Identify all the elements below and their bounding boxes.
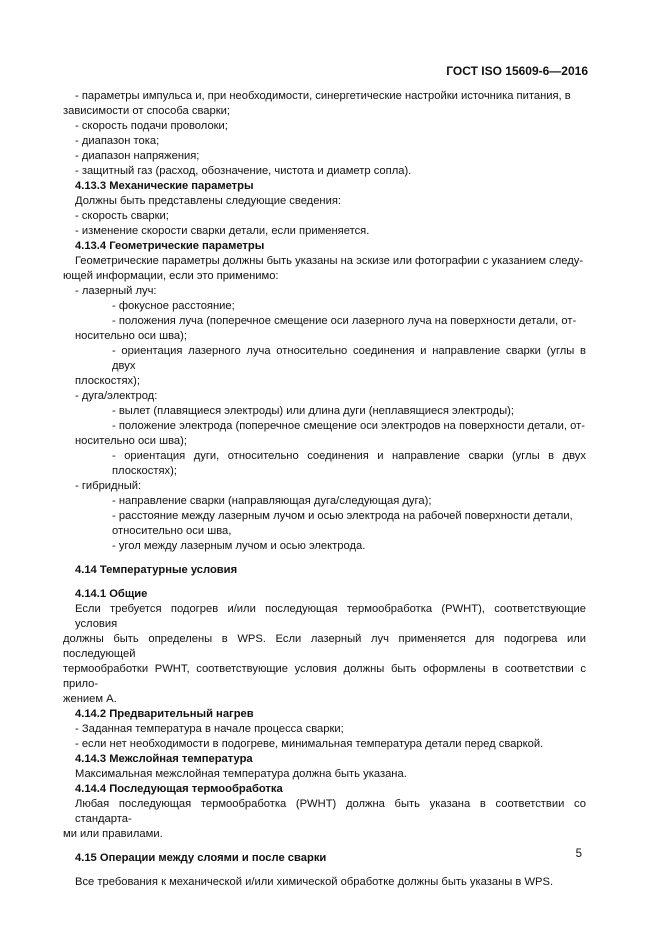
text-line: - диапазон тока; <box>75 135 160 147</box>
text-line: носительно оси шва); <box>75 330 187 342</box>
text-line: Все требования к механической и/или химической обработке должны быть указаны в WPS. <box>75 876 554 888</box>
document-body <box>63 89 586 890</box>
text-line: - изменение скорости сварки детали, если применяется. <box>75 225 370 237</box>
section-heading: 4.15 Операции между слоями и после сварки <box>75 852 327 864</box>
text-line: зависимости от способа сварки; <box>63 105 230 117</box>
subsection-heading: 4.14.4 Последующая термообработка <box>75 783 283 795</box>
text-line: - гибридный: <box>75 480 142 492</box>
text-line: - положение электрода (поперечное смещение оси электродов на поверхности детали, от- <box>112 420 585 432</box>
text-line: Любая последующая термообработка (PWHT) должна быть указана в соответствии со стандарта- <box>75 798 586 825</box>
text-line: - фокусное расстояние; <box>112 300 235 312</box>
text-line: Должны быть представлены следующие сведения: <box>75 195 342 207</box>
text-line: термообработки PWHT, соответствующие условия должны быть оформлены в соответствии с прило- <box>63 663 586 690</box>
text-line: - скорость подачи проволоки; <box>75 120 228 132</box>
page-number: 5 <box>575 848 582 860</box>
text-line: - ориентация лазерного луча относительно соединения и направление сварки (углы в двух <box>112 345 586 372</box>
text-line: должны быть определены в WPS. Если лазерный луч применяется для подогрева или последующей <box>63 633 586 660</box>
text-line: - расстояние между лазерным лучом и осью электрода на рабочей поверхности детали, <box>112 510 573 522</box>
text-line: жением А. <box>63 693 117 705</box>
text-line: носительно оси шва); <box>75 435 187 447</box>
text-line: плоскостях); <box>75 375 140 387</box>
document-header: ГОСТ ISO 15609-6—2016 <box>446 64 588 78</box>
subsection-heading: 4.14.2 Предварительный нагрев <box>75 708 254 720</box>
text-line: - параметры импульса и, при необходимости, синергетические настройки источника питания, в <box>75 90 571 102</box>
text-line: - угол между лазерным лучом и осью электрода. <box>112 540 366 552</box>
text-line: - если нет необходимости в подогреве, минимальная температура детали перед сваркой. <box>75 738 544 750</box>
section-heading: 4.14 Температурные условия <box>75 564 238 576</box>
text-line: Если требуется подогрев и/или последующая термообработка (PWHT), соответствующие условия <box>75 603 586 630</box>
text-line: - защитный газ (расход, обозначение, чистота и диаметр сопла). <box>75 165 412 177</box>
text-line: - диапазон напряжения; <box>75 150 200 162</box>
text-line: - положения луча (поперечное смещение оси лазерного луча на поверхности детали, от- <box>112 315 577 327</box>
subsection-heading: 4.14.1 Общие <box>75 588 148 600</box>
text-line: ющей информации, если это применимо: <box>63 270 279 282</box>
subsection-heading: 4.13.3 Механические параметры <box>75 180 254 192</box>
text-line: Максимальная межслойная температура должна быть указана. <box>75 768 407 780</box>
text-line: - вылет (плавящиеся электроды) или длина дуги (неплавящиеся электроды); <box>112 405 514 417</box>
text-line: - дуга/электрод: <box>75 390 158 402</box>
text-line: - направление сварки (направляющая дуга/следующая дуга); <box>112 495 432 507</box>
subsection-heading: 4.14.3 Межслойная температура <box>75 753 253 765</box>
subsection-heading: 4.13.4 Геометрические параметры <box>75 240 265 252</box>
text-line: - Заданная температура в начале процесса сварки; <box>75 723 344 735</box>
text-line: - ориентация дуги, относительно соединения и направление сварки (углы в двух плоскостях); <box>112 450 586 477</box>
text-line: ми или правилами. <box>63 828 163 840</box>
text-line: относительно оси шва, <box>112 525 232 537</box>
text-line: - скорость сварки; <box>75 210 169 222</box>
text-line: Геометрические параметры должны быть указаны на эскизе или фотографии с указанием следу- <box>75 255 584 267</box>
text-line: - лазерный луч: <box>75 285 157 297</box>
